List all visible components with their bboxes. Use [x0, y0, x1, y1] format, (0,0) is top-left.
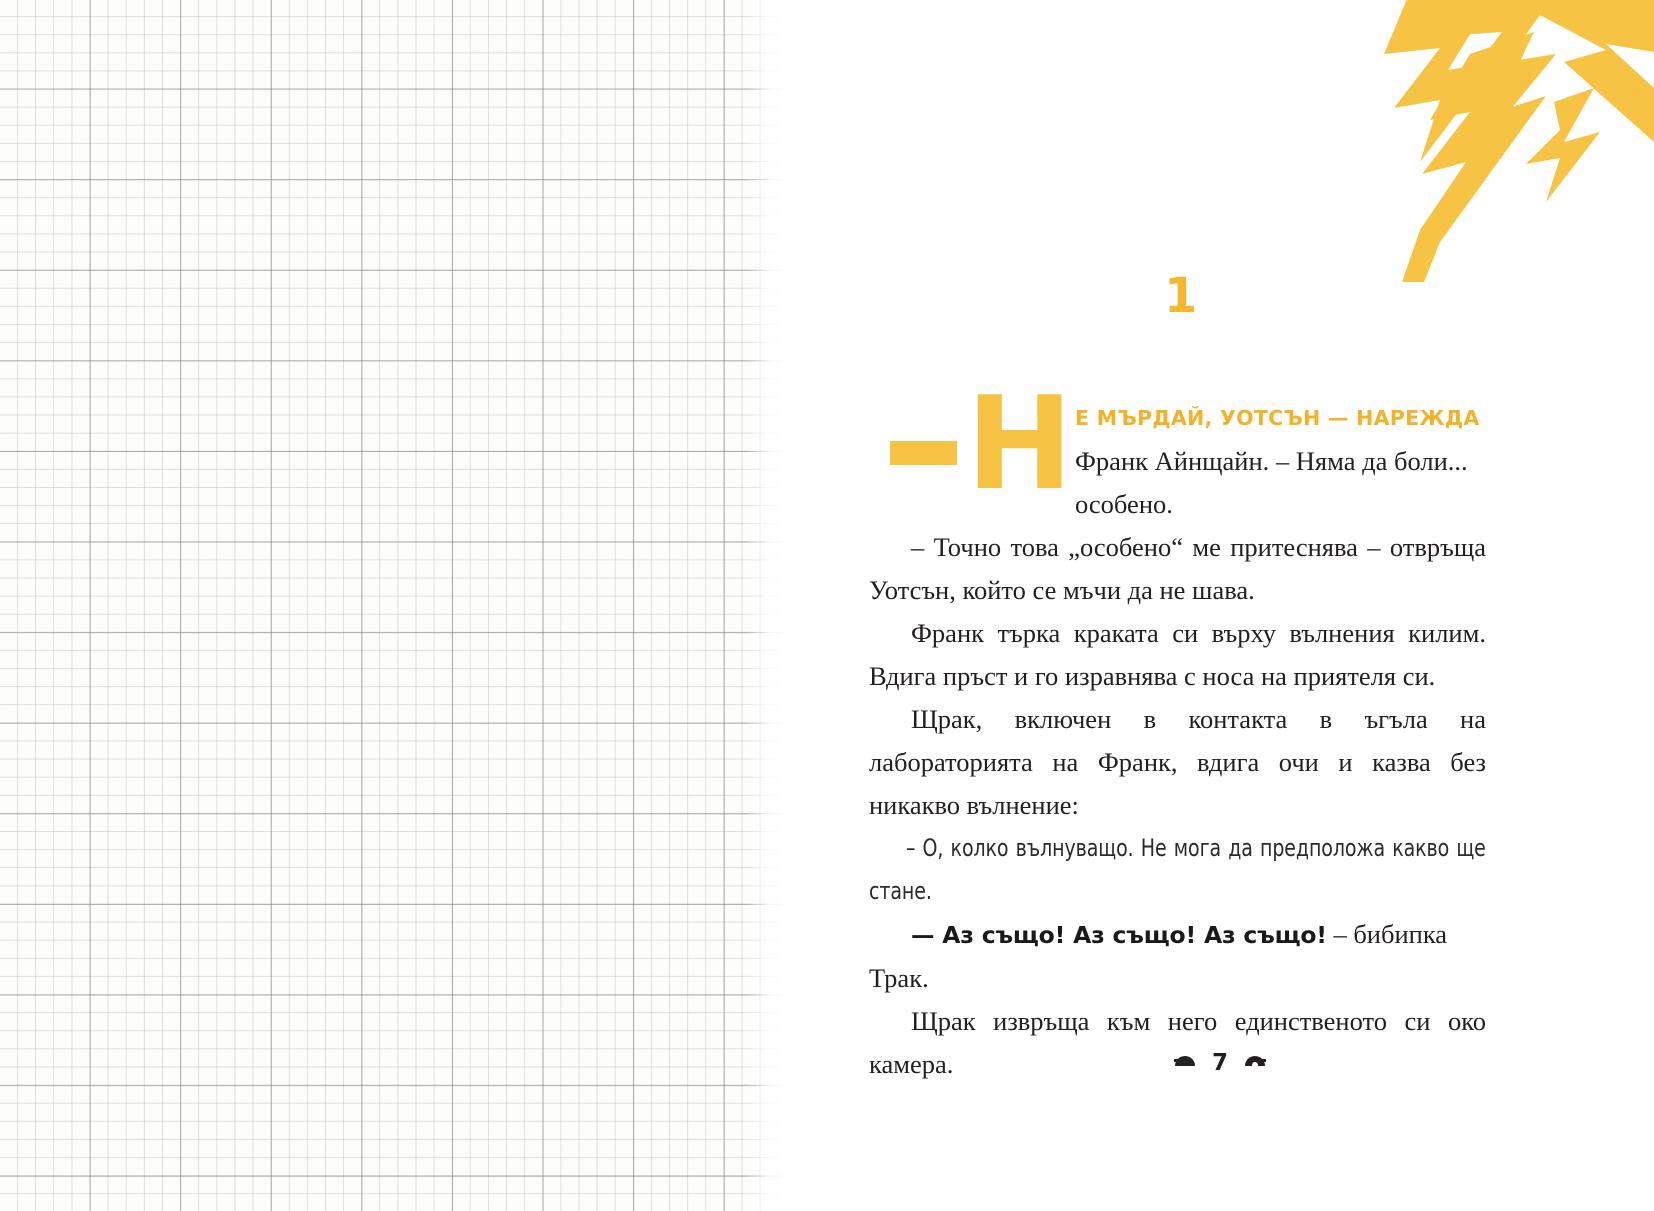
opening-block: [869, 370, 1486, 526]
paragraph-shtrak-eye: Щрак извръща към него единственото си око камера.: [869, 1006, 1486, 1079]
trak-shout-bold: — Аз също! Аз също! Аз също!: [911, 921, 1327, 949]
opening-headline: Е МЪРДАЙ, УОТСЪН — НАРЕЖДА: [1075, 406, 1480, 430]
paragraph-watson-reply: – Точно това „особено“ ме притеснява – отвръща Уотсън, който се мъчи да не шава.: [869, 532, 1486, 605]
left-ornament-icon: [1174, 1053, 1196, 1074]
right-ornament-icon: [1244, 1053, 1266, 1074]
paragraph-shtrak-intro: Щрак, включен в контакта в ъгъла на лабораторията на Франк, вдига очи и казва без никакво вълнение:: [869, 704, 1486, 820]
opening-second-line: особено.: [1075, 489, 1173, 519]
body-text-column: [869, 370, 1486, 1086]
lightning-bolt-cluster: [1234, 0, 1654, 312]
opening-first-line-rest: Франк Айнщайн. – Няма да боли...: [1075, 446, 1468, 476]
right-text-page: [786, 0, 1654, 1211]
paragraph-frank-rug: Франк търка краката си върху вълнения килим. Вдига пръст и го изравнява с носа на приятеля си.: [869, 618, 1486, 691]
trak-shout-rest: – бибипка Трак.: [869, 919, 1448, 993]
opening-second-line-wrap: [869, 483, 1486, 526]
page-footer: [786, 1052, 1654, 1075]
paragraph-robot-line: – О, колко вълнуващо. Не мога да предположа какво ще стане.: [869, 834, 1486, 905]
left-graph-paper-page: [0, 0, 786, 1211]
paragraph-trak-shout: [869, 913, 1486, 1000]
page-number: 7: [1211, 1050, 1228, 1076]
dropcap-letter: Н: [966, 370, 1072, 519]
chapter-number: 1: [1164, 268, 1198, 324]
opening-first-line: [869, 395, 1486, 483]
dropcap-dash: [890, 441, 957, 465]
